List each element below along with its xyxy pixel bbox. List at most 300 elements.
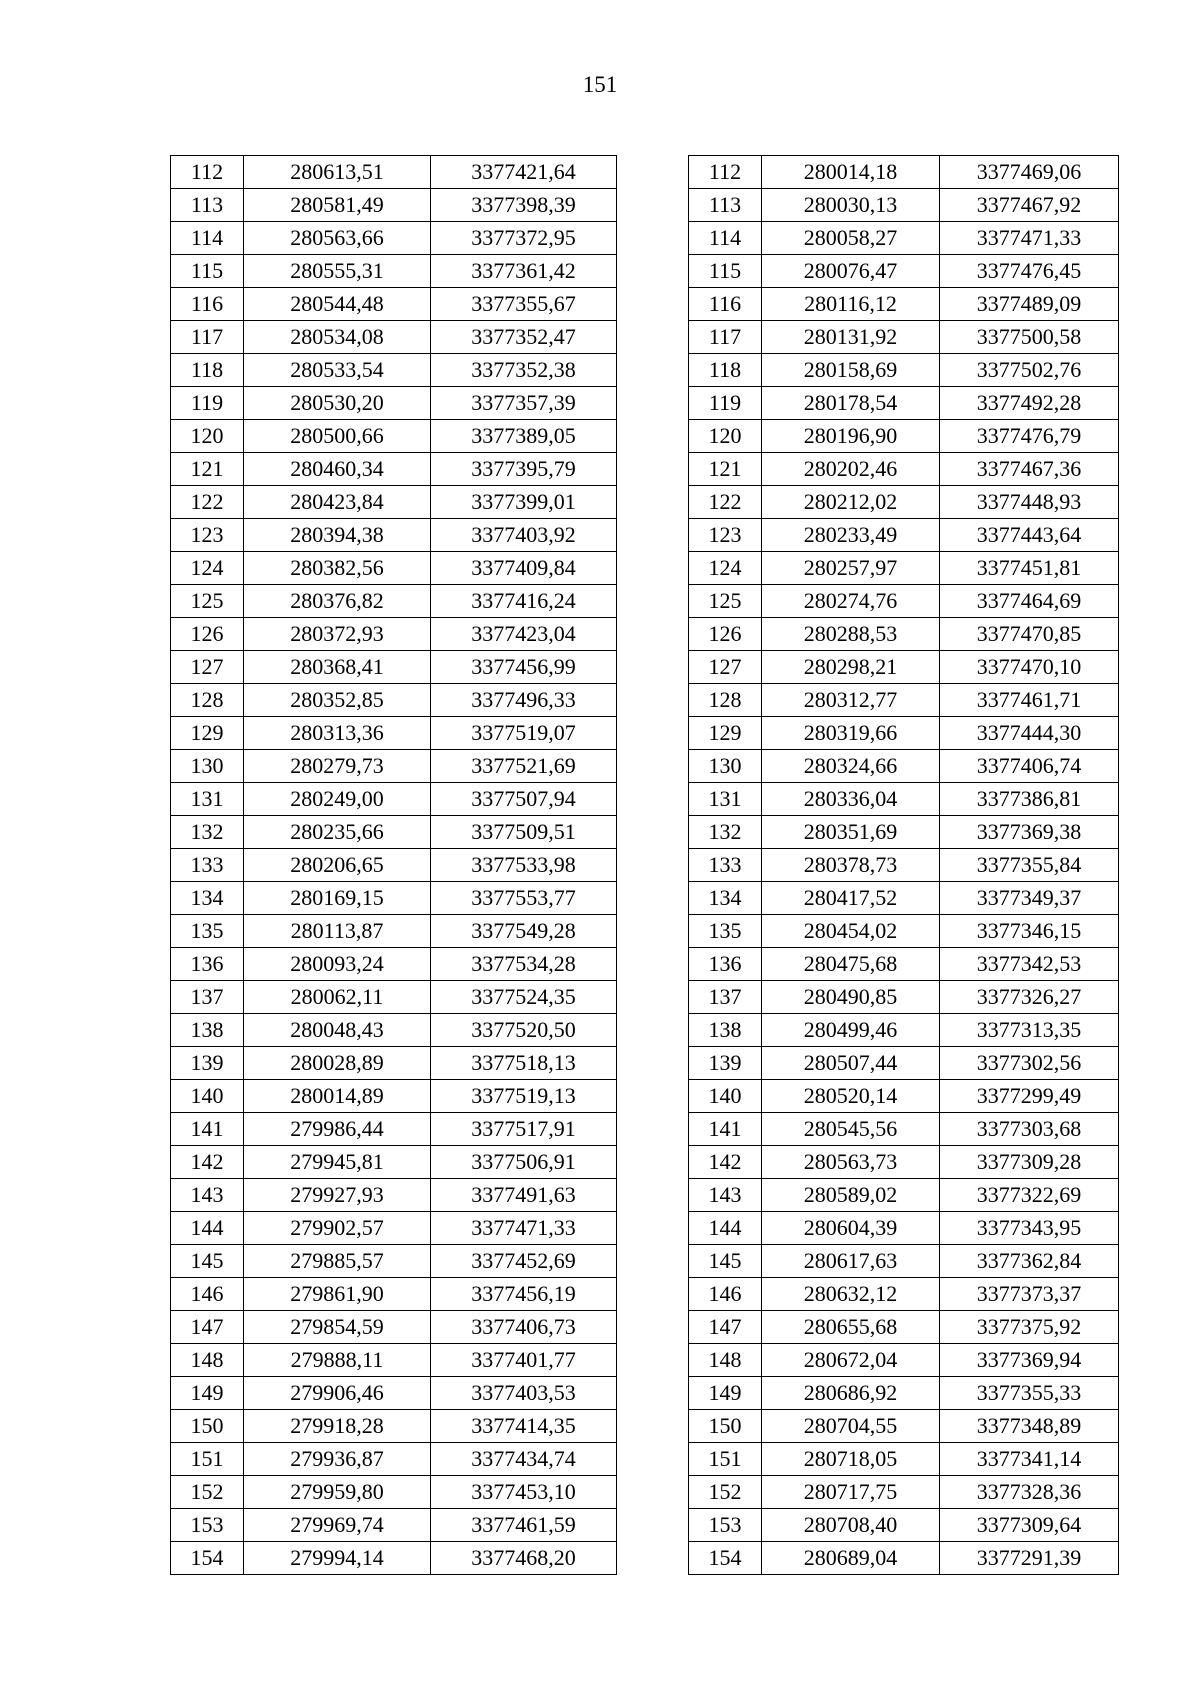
x-coordinate-cell: 280672,04: [762, 1344, 940, 1377]
x-coordinate-cell: 280324,66: [762, 750, 940, 783]
y-coordinate-cell: 3377517,91: [431, 1113, 617, 1146]
y-coordinate-cell: 3377299,49: [940, 1080, 1119, 1113]
table-row: [171, 1344, 617, 1377]
point-number-cell: 144: [171, 1212, 244, 1245]
point-number-cell: 153: [171, 1509, 244, 1542]
y-coordinate-cell: 3377355,84: [940, 849, 1119, 882]
x-coordinate-cell: 280382,56: [244, 552, 431, 585]
table-row: [171, 1509, 617, 1542]
y-coordinate-cell: 3377423,04: [431, 618, 617, 651]
y-coordinate-cell: 3377533,98: [431, 849, 617, 882]
table-row: [171, 1212, 617, 1245]
point-number-cell: 142: [171, 1146, 244, 1179]
table-row: [689, 1509, 1119, 1542]
x-coordinate-cell: 280376,82: [244, 585, 431, 618]
y-coordinate-cell: 3377434,74: [431, 1443, 617, 1476]
y-coordinate-cell: 3377355,33: [940, 1377, 1119, 1410]
y-coordinate-cell: 3377500,58: [940, 321, 1119, 354]
point-number-cell: 153: [689, 1509, 762, 1542]
y-coordinate-cell: 3377553,77: [431, 882, 617, 915]
point-number-cell: 152: [689, 1476, 762, 1509]
x-coordinate-cell: 280555,31: [244, 255, 431, 288]
x-coordinate-cell: 280313,36: [244, 717, 431, 750]
y-coordinate-cell: 3377519,13: [431, 1080, 617, 1113]
y-coordinate-cell: 3377399,01: [431, 486, 617, 519]
y-coordinate-cell: 3377444,30: [940, 717, 1119, 750]
table-row: [689, 684, 1119, 717]
x-coordinate-cell: 280062,11: [244, 981, 431, 1014]
point-number-cell: 150: [171, 1410, 244, 1443]
y-coordinate-cell: 3377352,47: [431, 321, 617, 354]
point-number-cell: 122: [689, 486, 762, 519]
y-coordinate-cell: 3377521,69: [431, 750, 617, 783]
point-number-cell: 149: [689, 1377, 762, 1410]
point-number-cell: 127: [689, 651, 762, 684]
point-number-cell: 138: [171, 1014, 244, 1047]
y-coordinate-cell: 3377403,53: [431, 1377, 617, 1410]
x-coordinate-cell: 280460,34: [244, 453, 431, 486]
point-number-cell: 131: [689, 783, 762, 816]
x-coordinate-cell: 280158,69: [762, 354, 940, 387]
y-coordinate-cell: 3377496,33: [431, 684, 617, 717]
table-row: [689, 255, 1119, 288]
y-coordinate-cell: 3377464,69: [940, 585, 1119, 618]
x-coordinate-cell: 280178,54: [762, 387, 940, 420]
point-number-cell: 151: [171, 1443, 244, 1476]
point-number-cell: 152: [171, 1476, 244, 1509]
x-coordinate-cell: 280423,84: [244, 486, 431, 519]
y-coordinate-cell: 3377357,39: [431, 387, 617, 420]
point-number-cell: 126: [171, 618, 244, 651]
x-coordinate-cell: 279854,59: [244, 1311, 431, 1344]
x-coordinate-cell: 280206,65: [244, 849, 431, 882]
point-number-cell: 132: [689, 816, 762, 849]
y-coordinate-cell: 3377451,81: [940, 552, 1119, 585]
table-row: [171, 1377, 617, 1410]
y-coordinate-cell: 3377492,28: [940, 387, 1119, 420]
y-coordinate-cell: 3377489,09: [940, 288, 1119, 321]
table-row: [171, 618, 617, 651]
y-coordinate-cell: 3377453,10: [431, 1476, 617, 1509]
x-coordinate-cell: 280534,08: [244, 321, 431, 354]
table-row: [171, 915, 617, 948]
x-coordinate-cell: 280563,66: [244, 222, 431, 255]
point-number-cell: 135: [689, 915, 762, 948]
point-number-cell: 134: [689, 882, 762, 915]
x-coordinate-cell: 280351,69: [762, 816, 940, 849]
table-row: [689, 1080, 1119, 1113]
point-number-cell: 128: [689, 684, 762, 717]
x-coordinate-cell: 280563,73: [762, 1146, 940, 1179]
y-coordinate-cell: 3377406,74: [940, 750, 1119, 783]
table-row: [689, 354, 1119, 387]
table-row: [171, 1476, 617, 1509]
y-coordinate-cell: 3377456,19: [431, 1278, 617, 1311]
point-number-cell: 145: [689, 1245, 762, 1278]
point-number-cell: 113: [689, 189, 762, 222]
point-number-cell: 117: [689, 321, 762, 354]
y-coordinate-cell: 3377303,68: [940, 1113, 1119, 1146]
table-row: [689, 1212, 1119, 1245]
x-coordinate-cell: 280500,66: [244, 420, 431, 453]
x-coordinate-cell: 280257,97: [762, 552, 940, 585]
y-coordinate-cell: 3377421,64: [431, 156, 617, 189]
table-row: [689, 1443, 1119, 1476]
table-row: [689, 288, 1119, 321]
x-coordinate-cell: 280718,05: [762, 1443, 940, 1476]
table-row: [171, 288, 617, 321]
y-coordinate-cell: 3377448,93: [940, 486, 1119, 519]
table-row: [689, 651, 1119, 684]
point-number-cell: 125: [171, 585, 244, 618]
point-number-cell: 126: [689, 618, 762, 651]
x-coordinate-cell: 280368,41: [244, 651, 431, 684]
x-coordinate-cell: 280581,49: [244, 189, 431, 222]
point-number-cell: 139: [689, 1047, 762, 1080]
x-coordinate-cell: 279888,11: [244, 1344, 431, 1377]
x-coordinate-cell: 280058,27: [762, 222, 940, 255]
table-row: [171, 1311, 617, 1344]
x-coordinate-cell: 280490,85: [762, 981, 940, 1014]
table-row: [689, 1410, 1119, 1443]
x-coordinate-cell: 280520,14: [762, 1080, 940, 1113]
x-coordinate-cell: 280507,44: [762, 1047, 940, 1080]
x-coordinate-cell: 280372,93: [244, 618, 431, 651]
y-coordinate-cell: 3377361,42: [431, 255, 617, 288]
table-row: [171, 684, 617, 717]
table-row: [689, 453, 1119, 486]
x-coordinate-cell: 280131,92: [762, 321, 940, 354]
x-coordinate-cell: 279885,57: [244, 1245, 431, 1278]
y-coordinate-cell: 3377406,73: [431, 1311, 617, 1344]
x-coordinate-cell: 280530,20: [244, 387, 431, 420]
point-number-cell: 145: [171, 1245, 244, 1278]
x-coordinate-cell: 279969,74: [244, 1509, 431, 1542]
table-row: [171, 453, 617, 486]
table-row: [689, 1278, 1119, 1311]
table-row: [171, 651, 617, 684]
table-row: [689, 948, 1119, 981]
y-coordinate-cell: 3377524,35: [431, 981, 617, 1014]
point-number-cell: 141: [689, 1113, 762, 1146]
table-row: [171, 717, 617, 750]
table-row: [689, 1542, 1119, 1575]
x-coordinate-cell: 280632,12: [762, 1278, 940, 1311]
y-coordinate-cell: 3377401,77: [431, 1344, 617, 1377]
x-coordinate-cell: 279986,44: [244, 1113, 431, 1146]
x-coordinate-cell: 280233,49: [762, 519, 940, 552]
table-row: [171, 420, 617, 453]
point-number-cell: 136: [689, 948, 762, 981]
y-coordinate-cell: 3377398,39: [431, 189, 617, 222]
y-coordinate-cell: 3377362,84: [940, 1245, 1119, 1278]
x-coordinate-cell: 280613,51: [244, 156, 431, 189]
x-coordinate-cell: 279918,28: [244, 1410, 431, 1443]
x-coordinate-cell: 280298,21: [762, 651, 940, 684]
point-number-cell: 112: [171, 156, 244, 189]
point-number-cell: 113: [171, 189, 244, 222]
point-number-cell: 141: [171, 1113, 244, 1146]
table-row: [689, 387, 1119, 420]
x-coordinate-cell: 280212,02: [762, 486, 940, 519]
table-row: [171, 1278, 617, 1311]
x-coordinate-cell: 280686,92: [762, 1377, 940, 1410]
point-number-cell: 131: [171, 783, 244, 816]
x-coordinate-cell: 280048,43: [244, 1014, 431, 1047]
point-number-cell: 133: [171, 849, 244, 882]
y-coordinate-cell: 3377414,35: [431, 1410, 617, 1443]
table-row: [171, 750, 617, 783]
point-number-cell: 114: [689, 222, 762, 255]
y-coordinate-cell: 3377518,13: [431, 1047, 617, 1080]
table-row: [689, 1179, 1119, 1212]
y-coordinate-cell: 3377467,92: [940, 189, 1119, 222]
x-coordinate-cell: 279927,93: [244, 1179, 431, 1212]
y-coordinate-cell: 3377549,28: [431, 915, 617, 948]
point-number-cell: 119: [171, 387, 244, 420]
point-number-cell: 146: [171, 1278, 244, 1311]
point-number-cell: 120: [171, 420, 244, 453]
x-coordinate-cell: 280352,85: [244, 684, 431, 717]
y-coordinate-cell: 3377355,67: [431, 288, 617, 321]
coordinates-table-left: [170, 155, 617, 1575]
x-coordinate-cell: 280417,52: [762, 882, 940, 915]
point-number-cell: 130: [171, 750, 244, 783]
point-number-cell: 138: [689, 1014, 762, 1047]
table-row: [171, 882, 617, 915]
x-coordinate-cell: 280604,39: [762, 1212, 940, 1245]
x-coordinate-cell: 280689,04: [762, 1542, 940, 1575]
x-coordinate-cell: 280093,24: [244, 948, 431, 981]
y-coordinate-cell: 3377491,63: [431, 1179, 617, 1212]
point-number-cell: 151: [689, 1443, 762, 1476]
y-coordinate-cell: 3377373,37: [940, 1278, 1119, 1311]
x-coordinate-cell: 280076,47: [762, 255, 940, 288]
point-number-cell: 140: [171, 1080, 244, 1113]
y-coordinate-cell: 3377476,45: [940, 255, 1119, 288]
y-coordinate-cell: 3377534,28: [431, 948, 617, 981]
y-coordinate-cell: 3377375,92: [940, 1311, 1119, 1344]
point-number-cell: 130: [689, 750, 762, 783]
y-coordinate-cell: 3377342,53: [940, 948, 1119, 981]
table-row: [689, 1014, 1119, 1047]
point-number-cell: 115: [171, 255, 244, 288]
y-coordinate-cell: 3377309,28: [940, 1146, 1119, 1179]
point-number-cell: 137: [689, 981, 762, 1014]
table-row: [171, 1410, 617, 1443]
x-coordinate-cell: 280475,68: [762, 948, 940, 981]
x-coordinate-cell: 280279,73: [244, 750, 431, 783]
point-number-cell: 121: [689, 453, 762, 486]
table-row: [689, 222, 1119, 255]
x-coordinate-cell: 280014,89: [244, 1080, 431, 1113]
y-coordinate-cell: 3377302,56: [940, 1047, 1119, 1080]
y-coordinate-cell: 3377470,10: [940, 651, 1119, 684]
table-row: [689, 1047, 1119, 1080]
coordinates-table-right-body: [689, 156, 1119, 1575]
y-coordinate-cell: 3377409,84: [431, 552, 617, 585]
point-number-cell: 146: [689, 1278, 762, 1311]
table-row: [689, 1245, 1119, 1278]
x-coordinate-cell: 280708,40: [762, 1509, 940, 1542]
x-coordinate-cell: 280235,66: [244, 816, 431, 849]
point-number-cell: 142: [689, 1146, 762, 1179]
point-number-cell: 149: [171, 1377, 244, 1410]
x-coordinate-cell: 280336,04: [762, 783, 940, 816]
table-row: [689, 1476, 1119, 1509]
point-number-cell: 115: [689, 255, 762, 288]
table-row: [171, 222, 617, 255]
table-row: [171, 1047, 617, 1080]
x-coordinate-cell: 279945,81: [244, 1146, 431, 1179]
y-coordinate-cell: 3377389,05: [431, 420, 617, 453]
x-coordinate-cell: 280655,68: [762, 1311, 940, 1344]
table-row: [171, 321, 617, 354]
y-coordinate-cell: 3377352,38: [431, 354, 617, 387]
x-coordinate-cell: 280319,66: [762, 717, 940, 750]
y-coordinate-cell: 3377369,94: [940, 1344, 1119, 1377]
y-coordinate-cell: 3377369,38: [940, 816, 1119, 849]
x-coordinate-cell: 280312,77: [762, 684, 940, 717]
x-coordinate-cell: 280030,13: [762, 189, 940, 222]
y-coordinate-cell: 3377443,64: [940, 519, 1119, 552]
table-row: [689, 486, 1119, 519]
y-coordinate-cell: 3377468,20: [431, 1542, 617, 1575]
x-coordinate-cell: 280394,38: [244, 519, 431, 552]
y-coordinate-cell: 3377309,64: [940, 1509, 1119, 1542]
point-number-cell: 124: [171, 552, 244, 585]
table-row: [171, 1542, 617, 1575]
point-number-cell: 117: [171, 321, 244, 354]
y-coordinate-cell: 3377476,79: [940, 420, 1119, 453]
point-number-cell: 120: [689, 420, 762, 453]
table-row: [689, 1146, 1119, 1179]
y-coordinate-cell: 3377322,69: [940, 1179, 1119, 1212]
point-number-cell: 112: [689, 156, 762, 189]
x-coordinate-cell: 280589,02: [762, 1179, 940, 1212]
x-coordinate-cell: 280014,18: [762, 156, 940, 189]
table-row: [689, 1311, 1119, 1344]
table-row: [689, 420, 1119, 453]
y-coordinate-cell: 3377341,14: [940, 1443, 1119, 1476]
point-number-cell: 147: [689, 1311, 762, 1344]
point-number-cell: 135: [171, 915, 244, 948]
table-row: [171, 585, 617, 618]
coordinates-table-right: [688, 155, 1119, 1575]
y-coordinate-cell: 3377471,33: [431, 1212, 617, 1245]
point-number-cell: 148: [171, 1344, 244, 1377]
table-row: [171, 387, 617, 420]
y-coordinate-cell: 3377348,89: [940, 1410, 1119, 1443]
point-number-cell: 150: [689, 1410, 762, 1443]
point-number-cell: 123: [689, 519, 762, 552]
point-number-cell: 136: [171, 948, 244, 981]
point-number-cell: 123: [171, 519, 244, 552]
y-coordinate-cell: 3377346,15: [940, 915, 1119, 948]
point-number-cell: 143: [171, 1179, 244, 1212]
table-row: [689, 783, 1119, 816]
point-number-cell: 137: [171, 981, 244, 1014]
point-number-cell: 121: [171, 453, 244, 486]
y-coordinate-cell: 3377416,24: [431, 585, 617, 618]
y-coordinate-cell: 3377519,07: [431, 717, 617, 750]
x-coordinate-cell: 280454,02: [762, 915, 940, 948]
x-coordinate-cell: 280116,12: [762, 288, 940, 321]
y-coordinate-cell: 3377403,92: [431, 519, 617, 552]
point-number-cell: 116: [689, 288, 762, 321]
point-number-cell: 148: [689, 1344, 762, 1377]
y-coordinate-cell: 3377328,36: [940, 1476, 1119, 1509]
y-coordinate-cell: 3377395,79: [431, 453, 617, 486]
point-number-cell: 140: [689, 1080, 762, 1113]
point-number-cell: 154: [171, 1542, 244, 1575]
table-row: [171, 1080, 617, 1113]
point-number-cell: 134: [171, 882, 244, 915]
table-row: [689, 552, 1119, 585]
x-coordinate-cell: 279861,90: [244, 1278, 431, 1311]
table-row: [689, 750, 1119, 783]
x-coordinate-cell: 280378,73: [762, 849, 940, 882]
y-coordinate-cell: 3377343,95: [940, 1212, 1119, 1245]
point-number-cell: 154: [689, 1542, 762, 1575]
table-row: [689, 321, 1119, 354]
y-coordinate-cell: 3377326,27: [940, 981, 1119, 1014]
point-number-cell: 139: [171, 1047, 244, 1080]
point-number-cell: 129: [171, 717, 244, 750]
point-number-cell: 122: [171, 486, 244, 519]
y-coordinate-cell: 3377372,95: [431, 222, 617, 255]
y-coordinate-cell: 3377470,85: [940, 618, 1119, 651]
point-number-cell: 129: [689, 717, 762, 750]
table-row: [689, 816, 1119, 849]
x-coordinate-cell: 280249,00: [244, 783, 431, 816]
coordinates-table-left-body: [171, 156, 617, 1575]
table-row: [171, 552, 617, 585]
x-coordinate-cell: 279959,80: [244, 1476, 431, 1509]
point-number-cell: 133: [689, 849, 762, 882]
x-coordinate-cell: 280196,90: [762, 420, 940, 453]
x-coordinate-cell: 280113,87: [244, 915, 431, 948]
x-coordinate-cell: 279906,46: [244, 1377, 431, 1410]
x-coordinate-cell: 280288,53: [762, 618, 940, 651]
y-coordinate-cell: 3377452,69: [431, 1245, 617, 1278]
y-coordinate-cell: 3377506,91: [431, 1146, 617, 1179]
table-row: [689, 189, 1119, 222]
y-coordinate-cell: 3377507,94: [431, 783, 617, 816]
table-row: [171, 486, 617, 519]
y-coordinate-cell: 3377456,99: [431, 651, 617, 684]
table-row: [171, 1443, 617, 1476]
point-number-cell: 128: [171, 684, 244, 717]
y-coordinate-cell: 3377469,06: [940, 156, 1119, 189]
point-number-cell: 132: [171, 816, 244, 849]
point-number-cell: 127: [171, 651, 244, 684]
y-coordinate-cell: 3377471,33: [940, 222, 1119, 255]
table-row: [171, 849, 617, 882]
table-row: [689, 981, 1119, 1014]
y-coordinate-cell: 3377461,59: [431, 1509, 617, 1542]
x-coordinate-cell: 280545,56: [762, 1113, 940, 1146]
point-number-cell: 124: [689, 552, 762, 585]
table-row: [171, 519, 617, 552]
y-coordinate-cell: 3377520,50: [431, 1014, 617, 1047]
table-row: [171, 1146, 617, 1179]
x-coordinate-cell: 280274,76: [762, 585, 940, 618]
table-row: [689, 1344, 1119, 1377]
table-row: [171, 189, 617, 222]
x-coordinate-cell: 279936,87: [244, 1443, 431, 1476]
x-coordinate-cell: 280499,46: [762, 1014, 940, 1047]
